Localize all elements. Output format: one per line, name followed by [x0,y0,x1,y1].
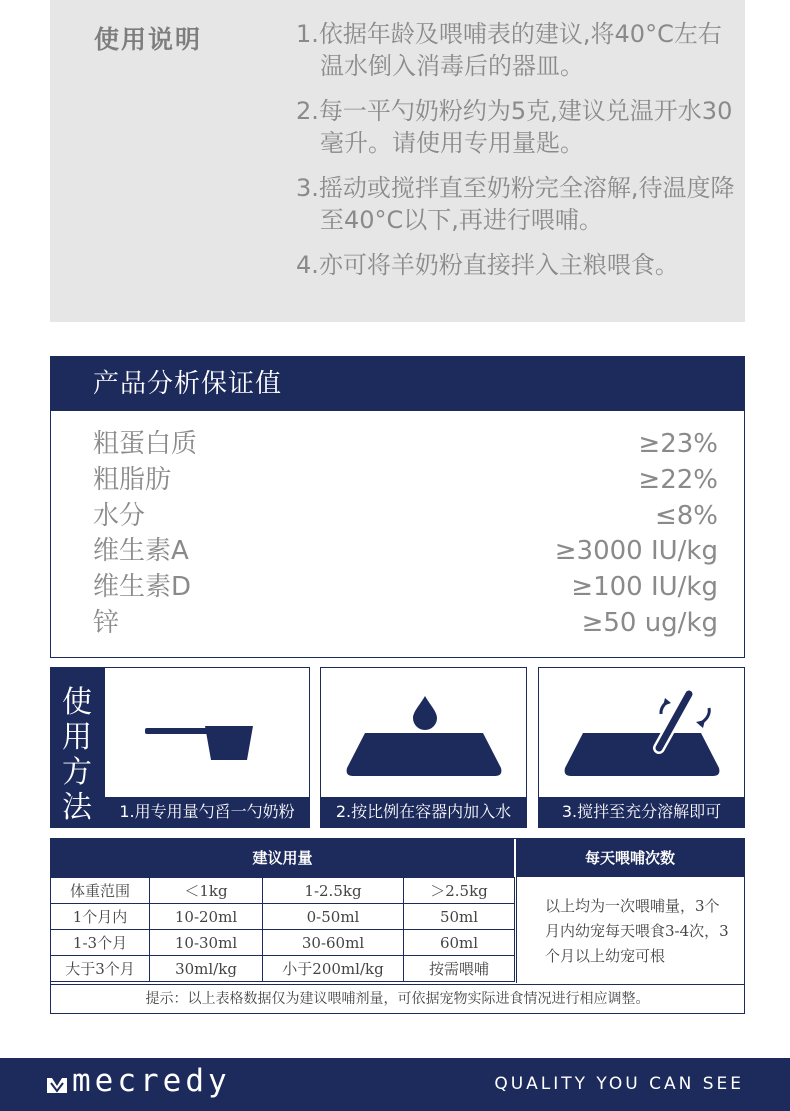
table-row [51,956,515,982]
instructions-title: 使用说明 [94,25,203,54]
instructions-section [50,0,745,322]
guarantee-row [93,427,718,463]
feeding-table-section [50,838,745,1014]
scoop-icon [105,668,311,799]
guarantee-row [93,570,718,606]
guarantee-item-value: ≤8% [654,500,718,531]
usage-label-char: 使 [62,685,92,720]
instructions-steps [296,18,736,294]
guarantee-row [93,534,718,570]
table-cell: 1-3个月 [51,930,150,956]
footer-bar [0,1058,790,1111]
table-cell: ＞2.5kg [404,878,515,904]
stir-icon [539,668,746,799]
guarantee-title: 产品分析保证值 [51,357,744,411]
guarantee-item-name: 粗脂肪 [93,464,172,495]
usage-panel-water [320,667,527,828]
guarantee-item-value: ≥3000 IU/kg [554,536,718,567]
brand-name: mecredy [72,1063,231,1099]
usage-method-label [50,667,104,828]
table-cell: 体重范围 [51,878,150,904]
guarantee-item-name: 维生素D [93,572,192,603]
guarantee-item-name: 锌 [93,607,120,638]
usage-label-char: 方 [62,755,92,790]
table-cell: 30-60ml [263,930,404,956]
table-row [51,904,515,930]
table-cell: 按需喂哺 [404,956,515,982]
guarantee-item-name: 粗蛋白质 [93,429,198,459]
feeding-tip: 提示：以上表格数据仅为建议喂哺剂量，可依据宠物实际进食情况进行相应调整。 [51,984,744,1013]
table-cell: 30ml/kg [150,956,263,982]
instruction-step-2: 2.每一平勺奶粉约为5克,建议兑温开水30毫升。请使用专用量匙。 [296,97,733,157]
guarantee-item-name: 维生素A [93,536,189,567]
table-cell: 50ml [404,904,515,930]
instruction-step-4: 4.亦可将羊奶粉直接拌入主粮喂食。 [296,251,679,279]
guarantee-item-value: ≥100 IU/kg [571,572,718,603]
table-cell: 小于200ml/kg [263,956,404,982]
table-cell: 1个月内 [51,904,150,930]
feeding-frequency-note: 以上均为一次喂哺量，3个月内幼宠每天喂食3-4次，3个月以上幼宠可根 [516,877,744,983]
guarantee-row [93,463,718,499]
instruction-step-3: 3.摇动或搅拌直至奶粉完全溶解,待温度降至40°C以下,再进行喂哺。 [296,174,735,234]
usage-caption: 3.搅拌至充分溶解即可 [539,797,744,827]
feeding-table [51,877,515,982]
guarantee-item-value: ≥22% [638,464,718,495]
guarantee-rows [93,427,718,642]
usage-label-char: 法 [62,790,92,825]
feeding-header-frequency: 每天喂哺次数 [516,839,744,877]
usage-caption: 2.按比例在容器内加入水 [321,797,526,827]
guarantee-item-name: 水分 [93,500,146,531]
guarantee-item-value: ≥23% [638,429,718,459]
brand-slogan: QUALITY YOU CAN SEE [494,1074,744,1094]
guarantee-row [93,606,718,642]
table-cell: ＜1kg [150,878,263,904]
table-row [51,930,515,956]
guarantee-row [93,499,718,535]
table-cell: 10-30ml [150,930,263,956]
table-cell: 10-20ml [150,904,263,930]
guarantee-item-value: ≥50 ug/kg [581,607,718,638]
table-cell: 0-50ml [263,904,404,930]
table-cell: 1-2.5kg [263,878,404,904]
table-cell: 60ml [404,930,515,956]
brand-logo-icon [46,1076,68,1094]
water-drop-icon [321,668,528,799]
table-row [51,878,515,904]
usage-panel-scoop [104,667,310,828]
feeding-header-dosage: 建议用量 [51,839,514,877]
usage-caption: 1.用专用量勺舀一勺奶粉 [105,797,309,827]
table-cell: 大于3个月 [51,956,150,982]
instruction-step-1: 1.依据年龄及喂哺表的建议,将40°C左右温水倒入消毒后的器皿。 [296,20,722,80]
guarantee-section [50,356,745,658]
usage-label-char: 用 [62,720,92,755]
usage-panel-stir [538,667,745,828]
